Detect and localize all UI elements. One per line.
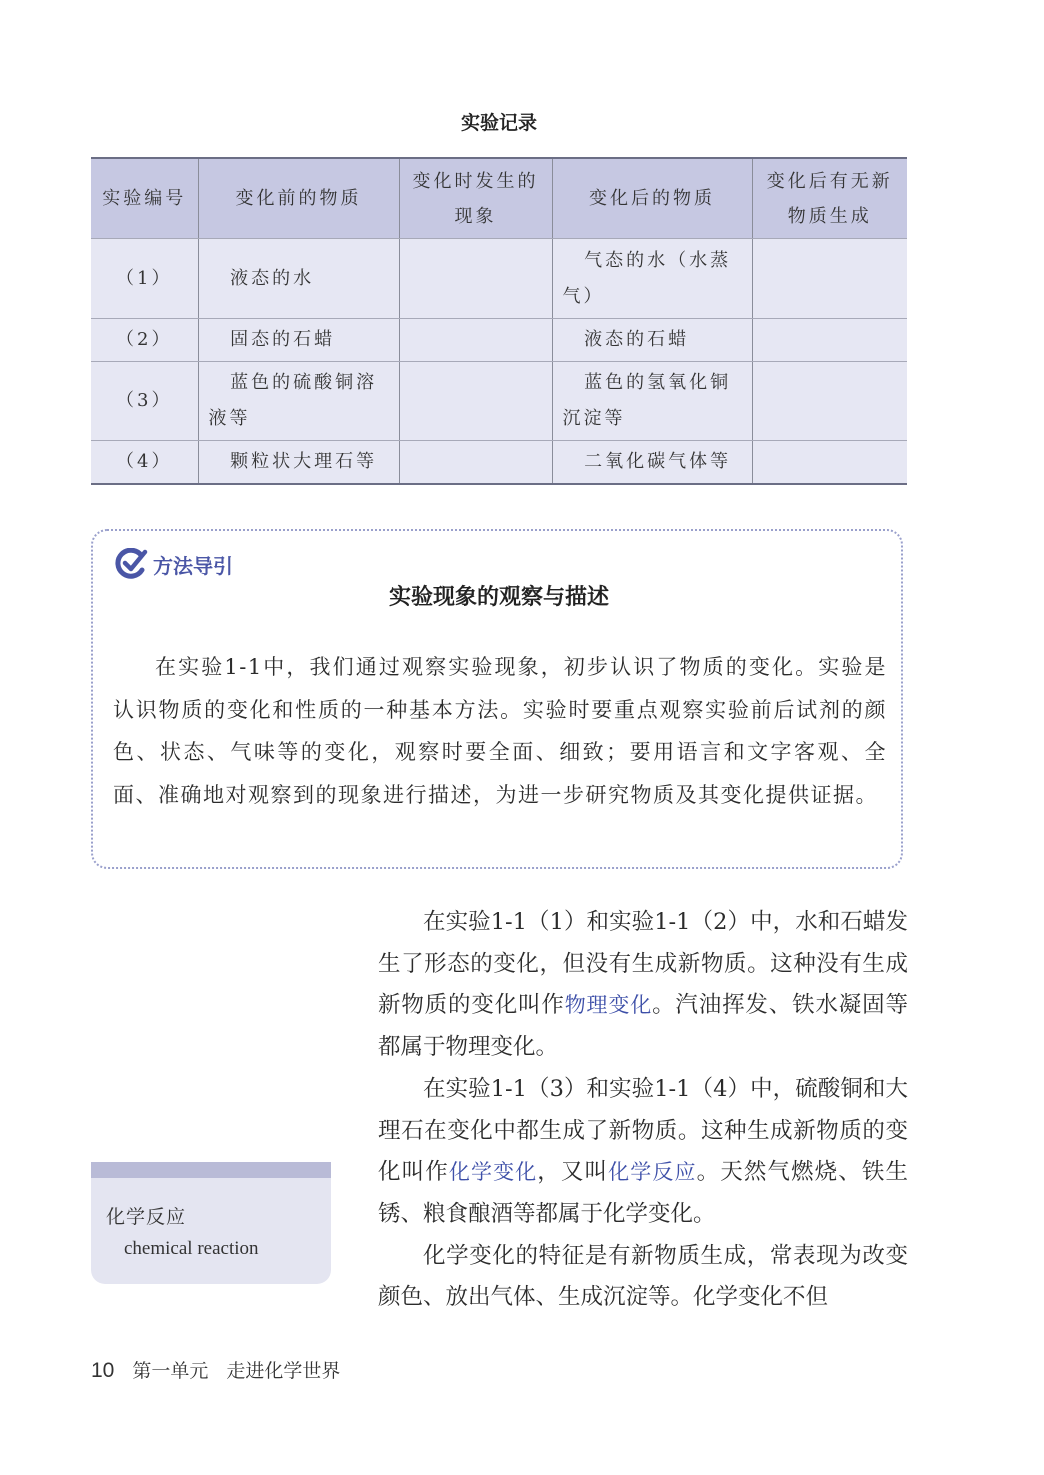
cell-num: （4） (91, 441, 198, 485)
cell-new-substance (752, 362, 907, 441)
table-caption: 实验记录 (460, 112, 537, 134)
cell-num: （3） (91, 362, 198, 441)
method-guide-label: 方法导引 (153, 553, 233, 578)
unit-title: 走进化学世界 (226, 1360, 341, 1382)
table-header-row (91, 158, 907, 239)
cell-phenomenon (399, 362, 552, 441)
cell-after: 二氧化碳气体等 (552, 441, 752, 485)
header-cell: 变化前的物质 (198, 158, 399, 239)
table-row (91, 319, 907, 362)
paragraph-physical-change (378, 902, 908, 1069)
term-chemical-reaction: 化学反应 (608, 1160, 697, 1185)
header-cell: 变化时发生的现象 (399, 158, 552, 239)
text-span: 。汽油挥发、铁水凝固等都属于物理变化。 (378, 992, 908, 1061)
paragraph-chemical-change (378, 1069, 908, 1236)
glossary-box (91, 1162, 331, 1284)
text-span: 在实验1-1（3）和实验1-1（4）中，硫酸铜和大理石在变化中都生成了新物质。这种生成新物质的变化叫作 (378, 1075, 908, 1186)
page-number: 10 (91, 1359, 115, 1382)
cell-phenomenon (399, 441, 552, 485)
cell-before: 固态的石蜡 (198, 319, 399, 362)
unit-label: 第一单元 (132, 1360, 209, 1382)
table-row (91, 362, 907, 441)
cell-phenomenon (399, 319, 552, 362)
cell-num: （1） (91, 239, 198, 319)
experiment-record-table (91, 157, 907, 485)
cell-new-substance (752, 319, 907, 362)
cell-new-substance (752, 441, 907, 485)
cell-after: 液态的石蜡 (552, 319, 752, 362)
cell-num: （2） (91, 319, 198, 362)
text-span: 在实验1-1（1）和实验1-1（2）中，水和石蜡发生了形态的变化，但没有生成新物质。这种没有生成新物质的变化叫作 (378, 909, 908, 1019)
text-span: ，又叫 (537, 1159, 609, 1186)
term-physical-change: 物理变化 (564, 993, 653, 1018)
header-cell: 实验编号 (91, 158, 198, 239)
cell-phenomenon (399, 239, 552, 319)
cell-after: 蓝色的氢氧化铜沉淀等 (552, 362, 752, 441)
text-span: 。天然气燃烧、铁生锈、粮食酿酒等都属于化学变化。 (378, 1159, 908, 1227)
paragraph-chemical-feature: 化学变化的特征是有新物质生成，常表现为改变颜色、放出气体、生成沉淀等。化学变化不但 (378, 1242, 908, 1311)
term-chemical-change: 化学变化 (448, 1160, 538, 1185)
method-title: 实验现象的观察与描述 (388, 584, 609, 610)
header-cell: 变化后的物质 (552, 158, 752, 239)
method-guide-icon (113, 548, 149, 580)
glossary-bar (91, 1162, 331, 1178)
cell-before: 颗粒状大理石等 (198, 441, 399, 485)
method-guide-tag (113, 548, 233, 580)
cell-before: 液态的水 (198, 239, 399, 319)
table-row (91, 441, 907, 485)
glossary-chinese: 化学反应 (106, 1206, 187, 1228)
table-row (91, 239, 907, 319)
main-text (378, 902, 908, 1319)
cell-after: 气态的水（水蒸气） (552, 239, 752, 319)
cell-new-substance (752, 239, 907, 319)
glossary-english: chemical reaction (124, 1238, 259, 1259)
method-body: 在实验1-1中，我们通过观察实验现象，初步认识了物质的变化。实验是认识物质的变化和性质的一种基本方法。实验时要重点观察实验前后试剂的颜色、状态、气味等的变化，观察时要全面、细致；要用语言和文字客观、全面、准确地对观察到的现象进行描述，为进一步研究物质及其变化提供证据。 (113, 655, 887, 807)
header-cell: 变化后有无新物质生成 (752, 158, 907, 239)
page-footer (91, 1356, 340, 1383)
cell-before: 蓝色的硫酸铜溶液等 (198, 362, 399, 441)
